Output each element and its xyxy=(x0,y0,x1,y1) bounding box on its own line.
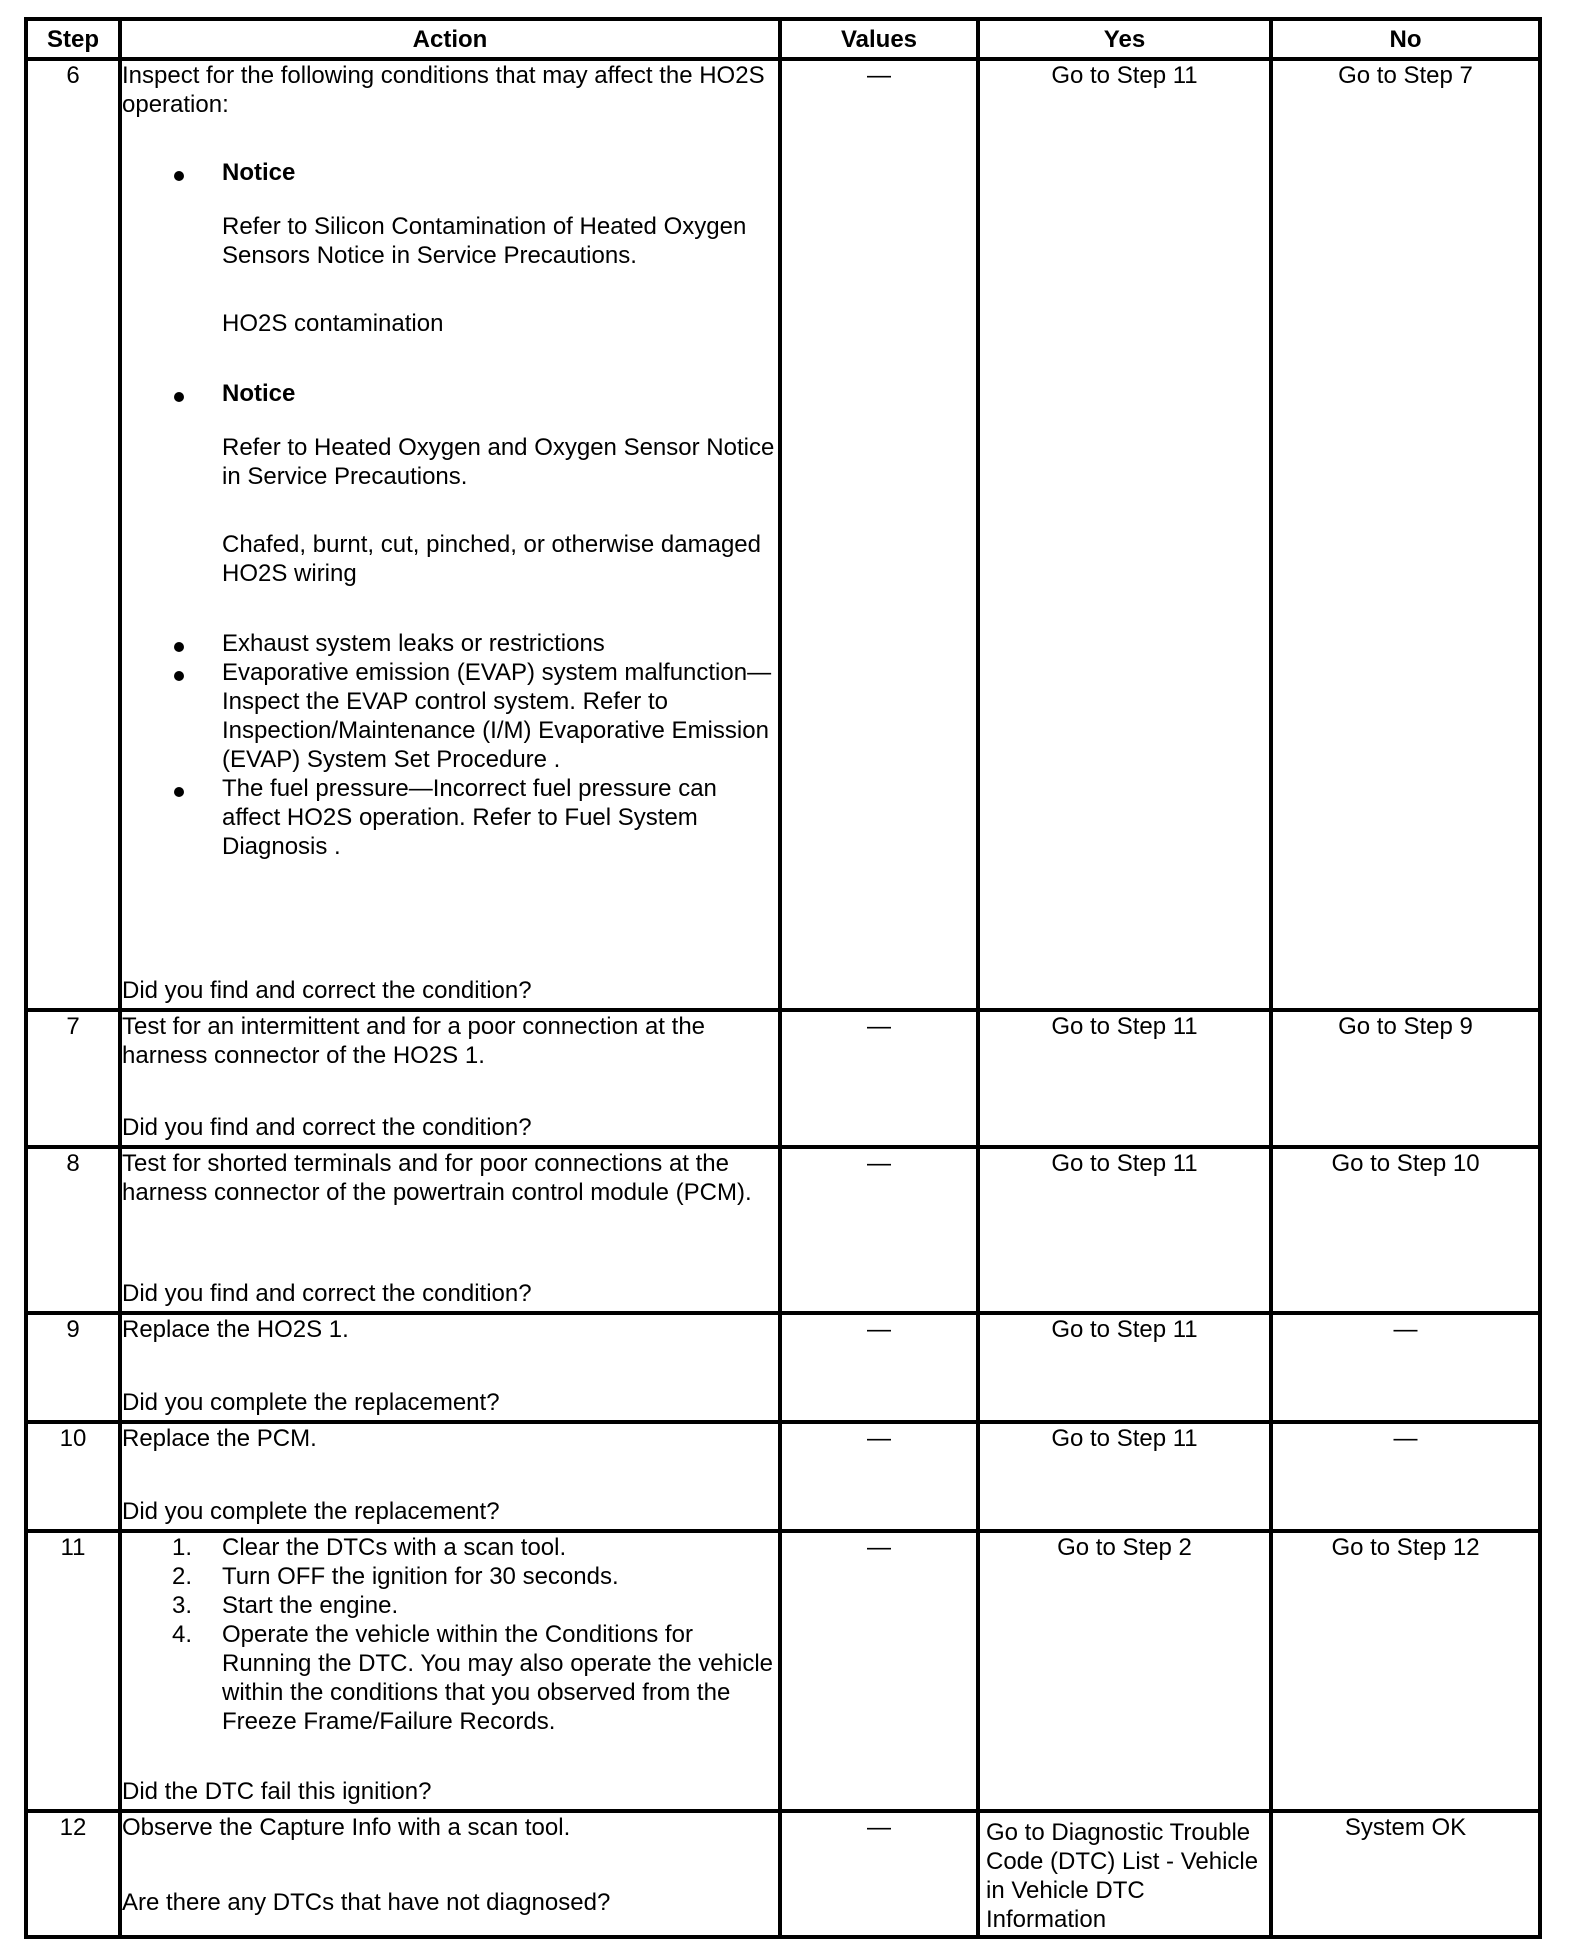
item-text: Start the engine. xyxy=(222,1592,399,1619)
notice-text: Refer to Heated Oxygen and Oxygen Sensor Notice in Service Precautions. xyxy=(222,434,775,490)
action-question: Did you find and correct the condition? xyxy=(122,1280,532,1307)
action-question: Did the DTC fail this ignition? xyxy=(122,1778,432,1805)
header-values: Values xyxy=(780,19,978,59)
list-item xyxy=(122,379,778,588)
table-row-step-12 xyxy=(26,1811,1540,1937)
item-text: Clear the DTCs with a scan tool. xyxy=(222,1534,567,1561)
no-cell: Go to Step 10 xyxy=(1271,1147,1540,1313)
table-row-step-8 xyxy=(26,1147,1540,1313)
yes-cell: Go to Diagnostic Trouble Code (DTC) List - Vehicle in Vehicle DTC Information xyxy=(978,1811,1271,1937)
table-row-step-10 xyxy=(26,1422,1540,1531)
yes-cell: Go to Step 11 xyxy=(978,1313,1271,1422)
no-cell: Go to Step 12 xyxy=(1271,1531,1540,1811)
action-text: Replace the HO2S 1. xyxy=(122,1316,349,1343)
action-cell xyxy=(120,1147,780,1313)
values-cell: — xyxy=(780,1811,978,1937)
action-cell xyxy=(120,1531,780,1811)
yes-cell: Go to Step 11 xyxy=(978,1010,1271,1147)
action-question: Did you complete the replacement? xyxy=(122,1498,500,1525)
header-row xyxy=(26,19,1540,59)
list-item xyxy=(122,629,778,658)
condition-text: HO2S contamination xyxy=(222,310,444,337)
no-cell: Go to Step 7 xyxy=(1271,59,1540,1010)
action-text: Observe the Capture Info with a scan tool. xyxy=(122,1814,571,1841)
bullet-icon xyxy=(174,671,184,681)
values-cell: — xyxy=(780,1313,978,1422)
condition-text: Exhaust system leaks or restrictions xyxy=(222,630,605,657)
yes-cell: Go to Step 2 xyxy=(978,1531,1271,1811)
step-number: 10 xyxy=(26,1422,120,1531)
action-cell xyxy=(120,1313,780,1422)
table-row-step-11 xyxy=(26,1531,1540,1811)
yes-cell: Go to Step 11 xyxy=(978,59,1271,1010)
notice-title: Notice xyxy=(222,159,296,186)
header-action: Action xyxy=(120,19,780,59)
no-cell: Go to Step 9 xyxy=(1271,1010,1540,1147)
header-yes: Yes xyxy=(978,19,1271,59)
item-text: Operate the vehicle within the Conditions for Running the DTC. You may also operate the vehicle within the conditions that you observed from the Freeze Frame/Failure Records. xyxy=(222,1621,774,1735)
action-cell xyxy=(120,1811,780,1937)
bullet-icon xyxy=(174,787,184,797)
header-no: No xyxy=(1271,19,1540,59)
step-number: 7 xyxy=(26,1010,120,1147)
step-number: 11 xyxy=(26,1531,120,1811)
condition-text: Evaporative emission (EVAP) system malfunction—Inspect the EVAP control system. Refer to Inspection/Maintenance (I/M) Evaporative Emission (EVAP) System Set Procedure . xyxy=(222,659,772,773)
table-row-step-6 xyxy=(26,59,1540,1010)
values-cell: — xyxy=(780,1147,978,1313)
values-cell: — xyxy=(780,1010,978,1147)
step-number: 6 xyxy=(26,59,120,1010)
procedure-list xyxy=(122,1533,778,1736)
item-number: 1. xyxy=(172,1534,193,1561)
values-cell: — xyxy=(780,1531,978,1811)
no-cell: — xyxy=(1271,1313,1540,1422)
action-text: Test for shorted terminals and for poor connections at the harness connector of the powertrain control module (PCM). xyxy=(122,1150,752,1206)
condition-text: Chafed, burnt, cut, pinched, or otherwise damaged HO2S wiring xyxy=(222,531,761,587)
yes-cell: Go to Step 11 xyxy=(978,1422,1271,1531)
table-row-step-7 xyxy=(26,1010,1540,1147)
action-question: Are there any DTCs that have not diagnosed? xyxy=(122,1889,611,1916)
step-number: 9 xyxy=(26,1313,120,1422)
action-cell xyxy=(120,59,780,1010)
condition-list xyxy=(122,158,778,861)
bullet-icon xyxy=(174,642,184,652)
action-cell xyxy=(120,1010,780,1147)
notice-text: Refer to Silicon Contamination of Heated Oxygen Sensors Notice in Service Precautions. xyxy=(222,213,747,269)
bullet-icon xyxy=(174,392,184,402)
yes-cell: Go to Step 11 xyxy=(978,1147,1271,1313)
diagnostic-table xyxy=(24,17,1542,1939)
values-cell: — xyxy=(780,1422,978,1531)
item-number: 2. xyxy=(172,1563,193,1590)
item-number: 3. xyxy=(172,1592,193,1619)
notice-title: Notice xyxy=(222,380,296,407)
action-question: Did you find and correct the condition? xyxy=(122,977,532,1004)
list-item xyxy=(122,1562,778,1591)
action-cell xyxy=(120,1422,780,1531)
action-question: Did you complete the replacement? xyxy=(122,1389,500,1416)
list-item xyxy=(122,774,778,861)
list-item xyxy=(122,1533,778,1562)
values-cell: — xyxy=(780,59,978,1010)
action-text: Replace the PCM. xyxy=(122,1425,317,1452)
step-number: 8 xyxy=(26,1147,120,1313)
no-cell: System OK xyxy=(1271,1811,1540,1937)
no-cell: — xyxy=(1271,1422,1540,1531)
condition-text: The fuel pressure—Incorrect fuel pressure can affect HO2S operation. Refer to Fuel System Diagnosis . xyxy=(222,775,717,860)
list-item xyxy=(122,1591,778,1620)
list-item xyxy=(122,1620,778,1736)
item-number: 4. xyxy=(172,1621,193,1648)
action-intro: Inspect for the following conditions that may affect the HO2S operation: xyxy=(122,62,765,118)
bullet-icon xyxy=(174,171,184,181)
action-text: Test for an intermittent and for a poor connection at the harness connector of the HO2S 1. xyxy=(122,1013,706,1069)
table-row-step-9 xyxy=(26,1313,1540,1422)
action-question: Did you find and correct the condition? xyxy=(122,1114,532,1141)
step-number: 12 xyxy=(26,1811,120,1937)
header-step: Step xyxy=(26,19,120,59)
item-text: Turn OFF the ignition for 30 seconds. xyxy=(222,1563,619,1590)
list-item xyxy=(122,658,778,774)
list-item xyxy=(122,158,778,338)
